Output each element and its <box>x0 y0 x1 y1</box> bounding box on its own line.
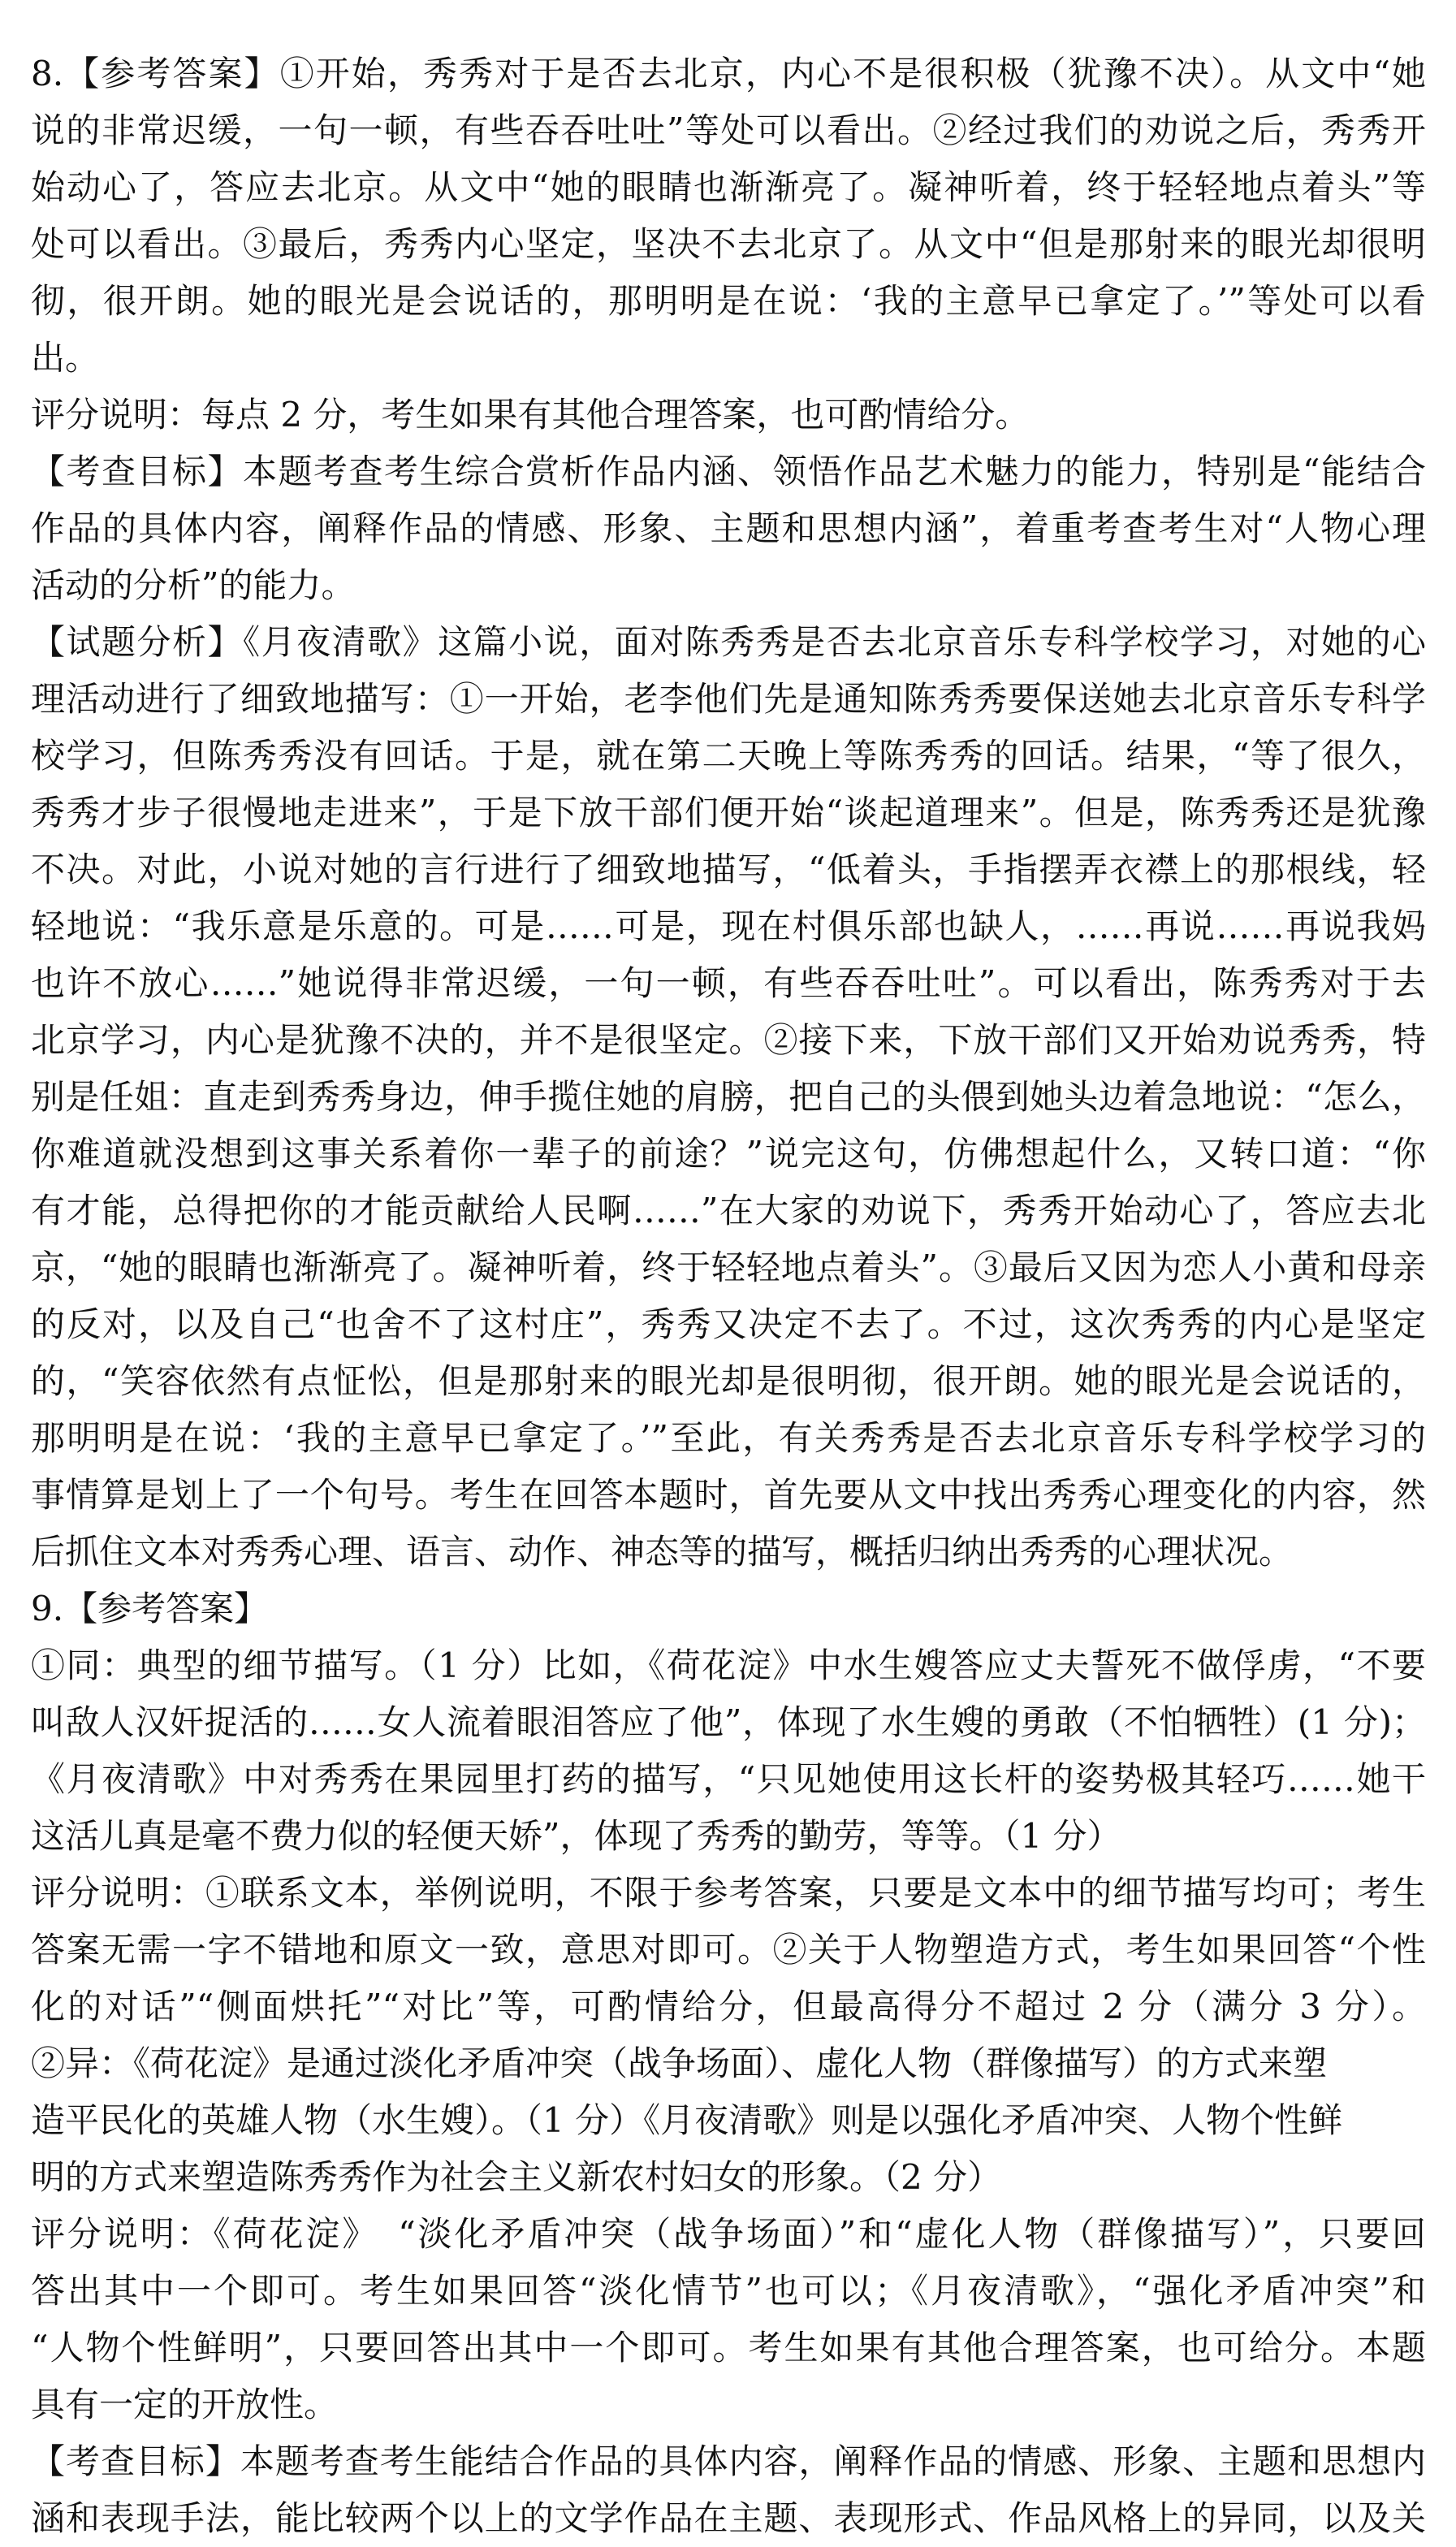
text-line: “人物个性鲜明”，只要回答出其中一个即可。考生如果有其他合理答案，也可给分。本题 <box>31 2328 1426 2368</box>
text-line: 理活动进行了细致地描写：①一开始，老李他们先是通知陈秀秀要保送她去北京音乐专科学 <box>31 679 1426 719</box>
text-line: 彻，很开朗。她的眼光是会说话的，那明明是在说：‘我的主意早已拿定了。’”等处可以看 <box>31 281 1426 321</box>
text-line: 【试题分析】《月夜清歌》这篇小说，面对陈秀秀是否去北京音乐专科学校学习，对她的心 <box>31 622 1426 662</box>
text-line: ①同：典型的细节描写。（1 分）比如，《荷花淀》中水生嫂答应丈夫誓死不做俘虏，“不要 <box>31 1645 1426 1685</box>
text-line: 别是任姐：直走到秀秀身边，伸手揽住她的肩膀，把自己的头偎到她头边着急地说：“怎么， <box>31 1077 1426 1117</box>
text-line: 化的对话”“侧面烘托”“对比”等，可酌情给分，但最高得分不超过 2 分（满分 3 分）。 <box>31 1987 1426 2026</box>
text-line: 【考查目标】本题考查考生综合赏析作品内涵、领悟作品艺术魅力的能力，特别是“能结合 <box>31 452 1426 491</box>
text-line: 《月夜清歌》中对秀秀在果园里打药的描写，“只见她使用这长杆的姿势极其轻巧……她干 <box>31 1759 1426 1799</box>
text-line: 叫敌人汉奸捉活的……女人流着眼泪答应了他”，体现了水生嫂的勇敢（不怕牺牲）(1 分)； <box>31 1702 1426 1742</box>
text-line: 活动的分析”的能力。 <box>31 565 356 605</box>
text-line: 答出其中一个即可。考生如果回答“淡化情节”也可以；《月夜清歌》，“强化矛盾冲突”和 <box>31 2271 1426 2311</box>
text-line: 作品的具体内容，阐释作品的情感、形象、主题和思想内涵”，着重考查考生对“人物心理 <box>31 508 1426 548</box>
text-line: 那明明是在说：‘我的主意早已拿定了。’”至此，有关秀秀是否去北京音乐专科学校学习的 <box>31 1418 1426 1458</box>
answer-document <box>31 45 1426 2547</box>
text-line: 明的方式来塑造陈秀秀作为社会主义新农村妇女的形象。（2 分） <box>31 2157 1002 2197</box>
text-line: 涵和表现手法，能比较两个以上的文学作品在主题、表现形式、作品风格上的异同，以及关 <box>31 2498 1426 2538</box>
text-line: 具有一定的开放性。 <box>31 2385 339 2424</box>
text-line: 【考查目标】本题考查考生能结合作品的具体内容，阐释作品的情感、形象、主题和思想内 <box>31 2441 1426 2481</box>
text-line: 处可以看出。③最后，秀秀内心坚定，坚决不去北京了。从文中“但是那射来的眼光却很明 <box>31 224 1426 264</box>
text-line: 轻地说：“我乐意是乐意的。可是……可是，现在村俱乐部也缺人，……再说……再说我妈 <box>31 906 1426 946</box>
text-line: 评分说明：《荷花淀》 “淡化矛盾冲突（战争场面）”和“虚化人物（群像描写）”，只要回 <box>31 2214 1426 2254</box>
text-line: 京，“她的眼睛也渐渐亮了。凝神听着，终于轻轻地点着头”。③最后又因为恋人小黄和母亲 <box>31 1248 1426 1287</box>
text-line: 不决。对此，小说对她的言行进行了细致地描写，“低着头，手指摆弄衣襟上的那根线，轻 <box>31 850 1426 889</box>
text-line: ②异：《荷花淀》是通过淡化矛盾冲突（战争场面）、虚化人物（群像描写）的方式来塑 <box>31 2043 1328 2083</box>
text-line: 说的非常迟缓，一句一顿，有些吞吞吐吐”等处可以看出。②经过我们的劝说之后，秀秀开 <box>31 110 1426 150</box>
text-line: 这活儿真是毫不费力似的轻便天娇”，体现了秀秀的勤劳，等等。（1 分） <box>31 1816 1121 1856</box>
text-line: 后抓住文本对秀秀心理、语言、动作、神态等的描写，概括归纳出秀秀的心理状况。 <box>31 1532 1294 1572</box>
text-line: 答案无需一字不错地和原文一致，意思对即可。②关于人物塑造方式，考生如果回答“个性 <box>31 1930 1426 1970</box>
text-line: 的，“笑容依然有点怔忪，但是那射来的眼光却是很明彻，很开朗。她的眼光是会说话的， <box>31 1361 1426 1401</box>
text-line: 北京学习，内心是犹豫不决的，并不是很坚定。②接下来，下放干部们又开始劝说秀秀，特 <box>31 1020 1426 1060</box>
text-line: 始动心了，答应去北京。从文中“她的眼睛也渐渐亮了。凝神听着，终于轻轻地点着头”等 <box>31 167 1426 207</box>
text-line: 评分说明：每点 2 分，考生如果有其他合理答案，也可酌情给分。 <box>31 395 1030 435</box>
text-line: 出。 <box>31 338 100 378</box>
text-line: 造平民化的英雄人物（水生嫂）。（1 分）《月夜清歌》则是以强化矛盾冲突、人物个性鲜 <box>31 2100 1343 2140</box>
text-line: 有才能，总得把你的才能贡献给人民啊……”在大家的劝说下，秀秀开始动心了，答应去北 <box>31 1191 1426 1230</box>
text-line: 也许不放心……”她说得非常迟缓，一句一顿，有些吞吞吐吐”。可以看出，陈秀秀对于去 <box>31 963 1426 1003</box>
text-line: 你难道就没想到这事关系着你一辈子的前途？”说完这句，仿佛想起什么，又转口道：“你 <box>31 1134 1426 1174</box>
text-line: 评分说明：①联系文本，举例说明，不限于参考答案，只要是文本中的细节描写均可；考生 <box>31 1873 1426 1913</box>
text-line: 事情算是划上了一个句号。考生在回答本题时，首先要从文中找出秀秀心理变化的内容，然 <box>31 1475 1426 1515</box>
text-line: 8.【参考答案】①开始，秀秀对于是否去北京，内心不是很积极（犹豫不决）。从文中“她 <box>31 54 1426 93</box>
text-line: 9.【参考答案】 <box>31 1589 269 1628</box>
text-line: 校学习，但陈秀秀没有回话。于是，就在第二天晚上等陈秀秀的回话。结果，“等了很久， <box>31 736 1426 776</box>
text-line: 秀秀才步子很慢地走进来”，于是下放干部们便开始“谈起道理来”。但是，陈秀秀还是犹豫 <box>31 793 1426 832</box>
text-line: 的反对，以及自己“也舍不了这村庄”，秀秀又决定不去了。不过，这次秀秀的内心是坚定 <box>31 1304 1426 1344</box>
